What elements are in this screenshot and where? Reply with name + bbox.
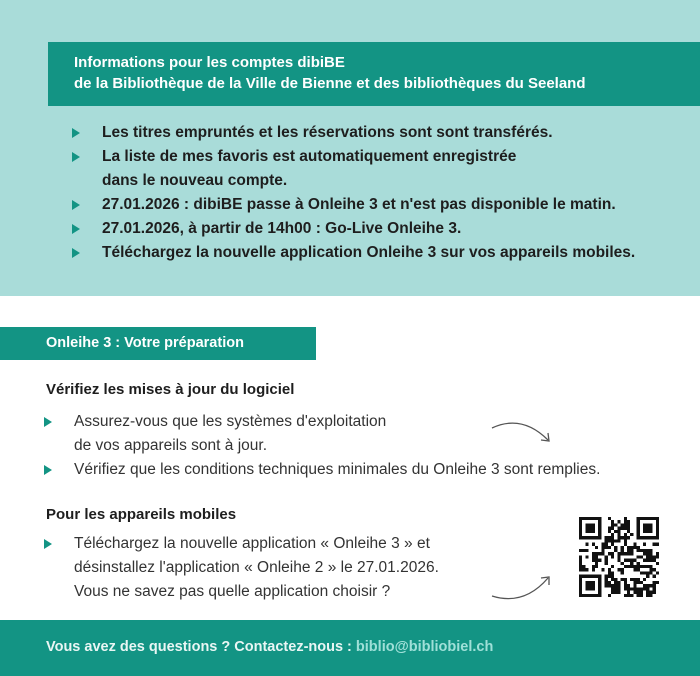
triangle-bullet-icon (44, 417, 52, 427)
triangle-bullet-icon (72, 152, 80, 162)
list-item: Assurez-vous que les systèmes d'exploitation de vos appareils sont à jour. (44, 410, 600, 458)
section-title: Onleihe 3 : Votre préparation (0, 327, 316, 360)
triangle-bullet-icon (72, 224, 80, 234)
contact-email-link[interactable]: biblio@bibliobiel.ch (355, 639, 494, 655)
info-item: Les titres empruntés et les réservations sont sont transférés. (72, 121, 635, 145)
info-banner (48, 42, 700, 106)
qr-code-icon[interactable] (579, 517, 659, 597)
list-item: Téléchargez la nouvelle application « Onleihe 3 » et désinstallez l'application « Onleihe 2 » le 27.01.2026. Vous ne savez pas quelle application choisir ? (44, 532, 439, 604)
info-item: La liste de mes favoris est automatiquement enregistrée dans le nouveau compte. (72, 145, 635, 193)
triangle-bullet-icon (44, 539, 52, 549)
footer (0, 620, 700, 676)
curved-arrow-icon (490, 418, 556, 448)
banner-line-1: Informations pour les comptes dibiBE (74, 54, 345, 71)
triangle-bullet-icon (72, 200, 80, 210)
info-item: 27.01.2026, à partir de 14h00 : Go-Live Onleihe 3. (72, 217, 635, 241)
triangle-bullet-icon (72, 128, 80, 138)
list-item: Vérifiez que les conditions techniques minimales du Onleihe 3 sont remplies. (44, 458, 600, 482)
curved-arrow-icon (490, 572, 556, 602)
mobile-heading: Pour les appareils mobiles (46, 506, 237, 523)
info-item: Téléchargez la nouvelle application Onleihe 3 sur vos appareils mobiles. (72, 241, 635, 265)
triangle-bullet-icon (44, 465, 52, 475)
mobile-list (44, 532, 439, 604)
info-item: 27.01.2026 : dibiBE passe à Onleihe 3 et n'est pas disponible le matin. (72, 193, 635, 217)
footer-text: Vous avez des questions ? Contactez-nous : (46, 639, 356, 655)
info-list (72, 121, 635, 265)
banner-line-2: de la Bibliothèque de la Ville de Bienne et des bibliothèques du Seeland (74, 75, 586, 92)
software-heading: Vérifiez les mises à jour du logiciel (46, 381, 295, 398)
triangle-bullet-icon (72, 248, 80, 258)
